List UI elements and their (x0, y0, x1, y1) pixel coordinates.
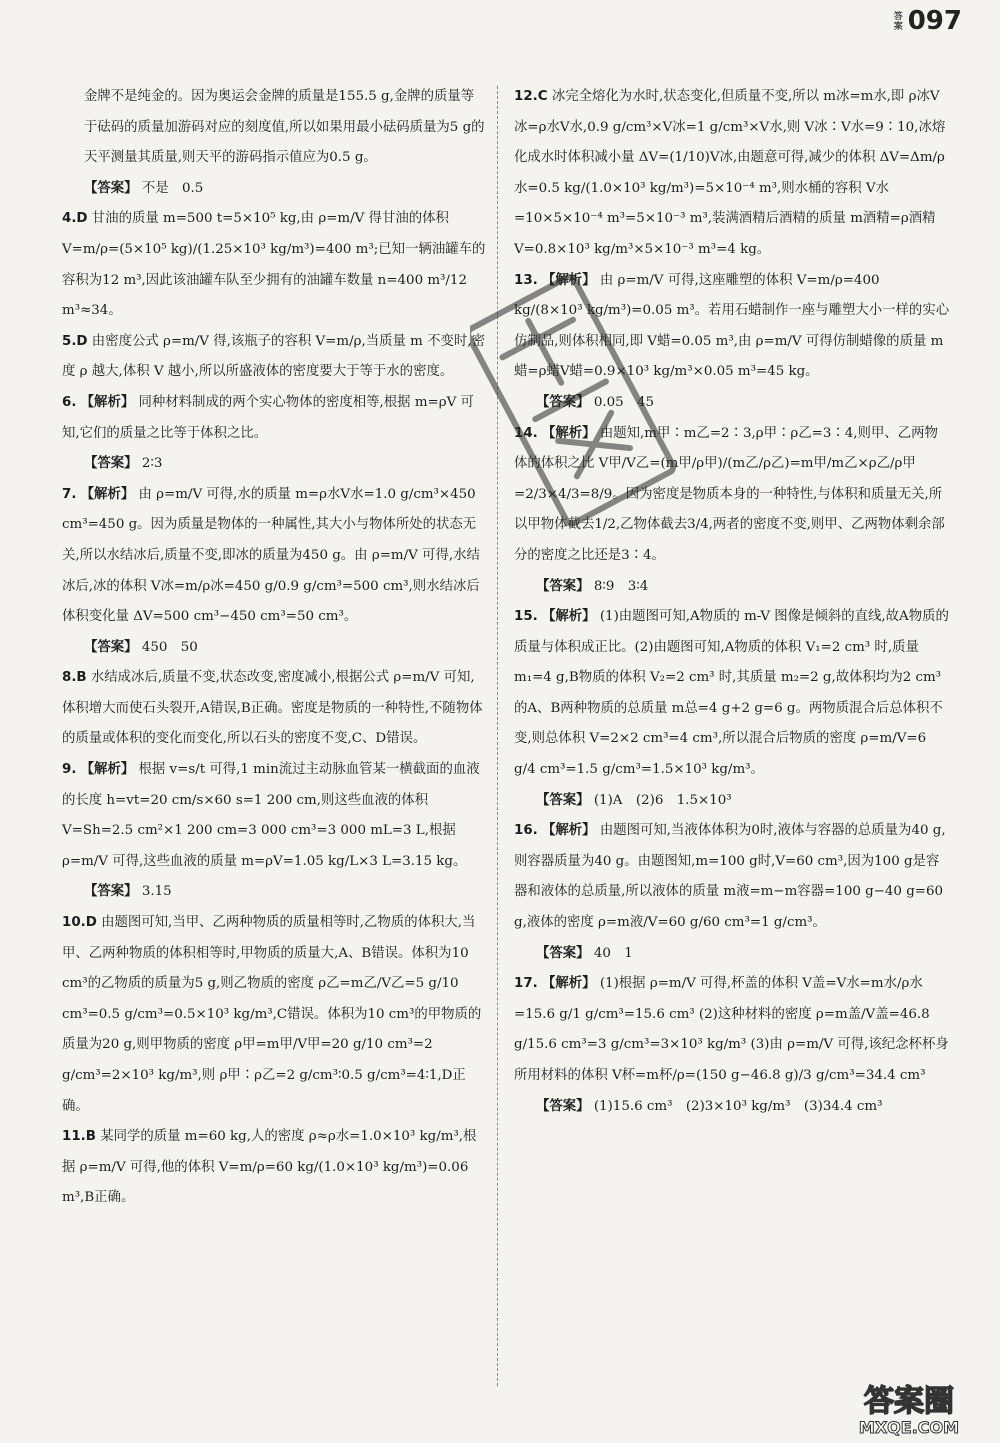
answer-badge: 【解析】 (542, 976, 596, 992)
answer-text: 甘油的质量 m=500 t=5×10⁵ kg,由 ρ=m/V 得甘油的体积 V=m/ρ=(5×10⁵ kg)/(1.25×10³ kg/m³)=400 m³;已知一辆油罐车的容积为12 m³,因此该油罐车队至少拥有的油罐车数量 n=400 m³/12 m³≈34。 (62, 211, 486, 319)
answer-badge: 【答案】 (536, 792, 590, 808)
answer-text: (1)根据 ρ=m/V 可得,杯盖的体积 V盖=V水=m水/ρ水=15.6 g/1 g/cm³=15.6 cm³ (2)这种材料的密度 ρ=m盖/V盖=46.8 g/15.6 cm³=3 g/cm³=3×10³ kg/m³ (3)由 ρ=m/V 可得,该纪念杯杯身所用材料的体积 V杯=m杯/ρ=(150 g−46.8 g)/3 g/cm³=34.4 cm³ (514, 976, 949, 1083)
question-number: 7. (62, 486, 77, 502)
answer-badge: 【解析】 (80, 394, 135, 410)
answer-text: 0.05 45 (593, 394, 655, 410)
page-label: 答案 (893, 11, 903, 32)
answer-badge: 【答案】 (536, 578, 590, 594)
answer-item (62, 908, 486, 1122)
question-number: 16. (514, 823, 538, 839)
answer-text: (1)由题图可知,A物质的 m-V 图像是倾斜的直线,故A物质的质量与体积成正比。(2)由题图可知,A物质的体积 V₁=2 cm³ 时,质量 m₁=4 g,B物质的体积 V₂=2 cm³ 时,其质量 m₂=2 g,故体积均为2 cm³ 的A、B两种物质的总质量 m总=4 g+2 g=6 g。两物质混合后总体积不变,则总体积 V=2×2 cm³=4 cm³,所以混合后物质的密度 ρ=m/V=6 g/4 cm³=1.5 g/cm³=1.5×10³ kg/m³。 (514, 609, 949, 778)
answer-item (62, 480, 486, 633)
answer-item (62, 1122, 486, 1214)
answer-item (62, 663, 486, 755)
question-number: 11.B (62, 1129, 96, 1145)
question-number: 12.C (514, 89, 548, 104)
answer-text: 由 ρ=m/V 可得,这座雕塑的体积 V=m/ρ=400 kg/(8×10³ kg/m³)=0.05 m³。若用石蜡制作一座与雕塑大小一样的实心仿制品,则体积相同,即 V蜡=0.05 m³,由 ρ=m/V 可得仿制蜡像的质量 m蜡=ρ蜡V蜡=0.9×10³ kg/m³×0.05 m³=45 kg。 (514, 272, 950, 380)
page-number (894, 6, 962, 36)
answer-text: 根据 v=s/t 可得,1 min流过主动脉血管某一横截面的血液的长度 h=vt=20 cm/s×60 s=1 200 cm,则这些血液的体积 V=Sh=2.5 cm²×1 200 cm=3 000 cm³=3 000 mL=3 L,根据 ρ=m/V 可得,这些血液的质量 m=ρV=1.05 kg/L×3 L=3.15 kg。 (62, 762, 480, 869)
question-number: 6. (62, 394, 77, 410)
answer-badge: 【答案】 (84, 639, 138, 655)
question-number: 15. (514, 609, 538, 625)
answer-item (62, 174, 486, 205)
answer-item (62, 755, 486, 877)
answer-text: 由题图可知,当液体体积为0时,液体与容器的总质量为40 g,则容器质量为40 g。由题图知,m=100 g时,V=60 cm³,因为100 g是容器和液体的总质量,所以液体的质量 m液=m−m容器=100 g−40 g=60 g,液体的密度 ρ=m液/V=60 g/60 cm³=1 g/cm³。 (514, 823, 946, 931)
answer-text: 由题图可知,当甲、乙两种物质的质量相等时,乙物质的体积大,当甲、乙两种物质的体积相等时,甲物质的质量大,A、B错误。体积为10 cm³的乙物质的质量为5 g,则乙物质的密度 ρ乙=m乙/V乙=5 g/10 cm³=0.5 g/cm³=0.5×10³ kg/m³,C错误。体积为10 cm³的甲物质的质量为20 g,则甲物质的密度 ρ甲=m甲/V甲=20 g/10 cm³=2 g/cm³=2×10³ kg/m³,则 ρ甲∶ρ乙=2 g/cm³∶0.5 g/cm³=4∶1,D正确。 (62, 915, 482, 1114)
answer-item (514, 602, 950, 786)
answer-text: 由题知,m甲∶m乙=2∶3,ρ甲∶ρ乙=3∶4,则甲、乙两物体的体积之比 V甲/V乙=(m甲/ρ甲)/(m乙/ρ乙)=m甲/m乙×ρ乙/ρ甲=2/3×4/3=8/9。因为密度是物质本身的一种特性,与体积和质量无关,所以甲物体截去1/2,乙物体截去3/4,两者的密度不变,则甲、乙两物体剩余部分的密度之比还是3∶4。 (514, 425, 945, 563)
answer-item (62, 449, 486, 480)
answer-badge: 【解析】 (542, 823, 596, 839)
answer-item (514, 82, 950, 266)
answer-item (62, 82, 486, 174)
answer-text: 某同学的质量 m=60 kg,人的密度 ρ≈ρ水=1.0×10³ kg/m³,根据 ρ=m/V 可得,他的体积 V=m/ρ=60 kg/(1.0×10³ kg/m³)=0.06 m³,B正确。 (62, 1129, 477, 1206)
answer-item (514, 1092, 950, 1123)
answer-badge: 【解析】 (80, 762, 135, 778)
question-number: 13. (514, 272, 538, 288)
answer-badge: 【解析】 (80, 486, 135, 502)
answer-badge: 【解析】 (542, 272, 596, 288)
answer-badge: 【解析】 (542, 425, 596, 441)
answer-badge: 【答案】 (84, 456, 138, 472)
watermark-url: MXQE.COM (858, 1418, 960, 1437)
answer-text: 不是 0.5 (141, 180, 204, 196)
answer-text: 2∶3 (141, 456, 163, 472)
answer-item (62, 388, 486, 449)
question-number: 5.D (62, 333, 88, 349)
answer-text: 450 50 (141, 639, 198, 655)
answer-text: 同种材料制成的两个实心物体的密度相等,根据 m=ρV 可知,它们的质量之比等于体积之比。 (62, 394, 474, 441)
answer-badge: 【答案】 (84, 180, 138, 196)
answer-item (62, 633, 486, 664)
answer-text: (1)15.6 cm³ (2)3×10³ kg/m³ (3)34.4 cm³ (593, 1098, 883, 1114)
answer-badge: 【答案】 (84, 884, 138, 900)
question-number: 4.D (62, 211, 88, 227)
question-number: 8.B (62, 670, 87, 686)
answer-item (62, 877, 486, 908)
answer-badge: 【答案】 (536, 394, 590, 410)
answer-item (514, 969, 950, 1091)
stamp-seal (470, 268, 680, 528)
answer-text: 3.15 (141, 884, 172, 900)
answer-text: 金牌不是纯金的。因为奥运会金牌的质量是155.5 g,金牌的质量等于砝码的质量加游码对应的刻度值,所以如果用最小砝码质量为5 g的天平测量其质量,则天平的游码指示值应为0.5 g。 (84, 89, 485, 166)
answer-text: (1)A (2)6 1.5×10³ (593, 792, 732, 808)
answer-item (514, 786, 950, 817)
answer-text: 由 ρ=m/V 可得,水的质量 m=ρ水V水=1.0 g/cm³×450 cm³=450 g。因为质量是物体的一种属性,其大小与物体所处的状态无关,所以水结冰后,质量不变,即冰的质量为450 g。由 ρ=m/V 可得,水结冰后,冰的体积 V冰=m/ρ冰=450 g/0.9 g/cm³=500 cm³,则水结冰后体积变化量 ΔV=500 cm³−450 cm³=50 cm³。 (62, 486, 480, 625)
left-column (62, 82, 486, 1214)
answer-item (514, 939, 950, 970)
answer-text: 由密度公式 ρ=m/V 得,该瓶子的容积 V=m/ρ,当质量 m 不变时,密度 ρ 越大,体积 V 越小,所以所盛液体的密度要大于等于水的密度。 (62, 333, 485, 380)
page-number-value: 097 (907, 6, 962, 36)
watermark-text: 答案圈 (864, 1384, 954, 1419)
answer-badge: 【解析】 (542, 609, 596, 625)
answer-text: 冰完全熔化为水时,状态变化,但质量不变,所以 m冰=m水,即 ρ冰V冰=ρ水V水,0.9 g/cm³×V冰=1 g/cm³×V水,则 V冰∶V水=9∶10,冰熔化成水时体积减小量 ΔV=(1/10)V冰,由题意可得,减少的体积 ΔV=Δm/ρ水=0.5 kg/(1.0×10³ kg/m³)=5×10⁻⁴ m³,则水桶的容积 V水=10×5×10⁻⁴ m³=5×10⁻³ m³,装满酒精后酒精的质量 m酒精=ρ酒精V=0.8×10³ kg/m³×5×10⁻³ m³=4 kg。 (514, 89, 946, 257)
answer-text: 8∶9 3∶4 (593, 578, 649, 594)
question-number: 14. (514, 425, 538, 441)
answer-badge: 【答案】 (536, 945, 590, 961)
answer-item (514, 816, 950, 938)
question-number: 9. (62, 762, 77, 778)
answer-item (62, 204, 486, 326)
answer-badge: 【答案】 (536, 1098, 590, 1114)
answer-item (62, 327, 486, 388)
answer-item (514, 572, 950, 603)
answer-text: 水结成冰后,质量不变,状态改变,密度减小,根据公式 ρ=m/V 可知,体积增大而使石头裂开,A错误,B正确。密度是物质的一种特性,不随物体的质量或体积的变化而变化,所以石头的密度不变,C、D错误。 (62, 670, 483, 747)
question-number: 10.D (62, 915, 97, 931)
answer-text: 40 1 (593, 945, 633, 961)
right-column (514, 82, 950, 1122)
watermark-logo (824, 1377, 994, 1439)
question-number: 17. (514, 976, 538, 992)
